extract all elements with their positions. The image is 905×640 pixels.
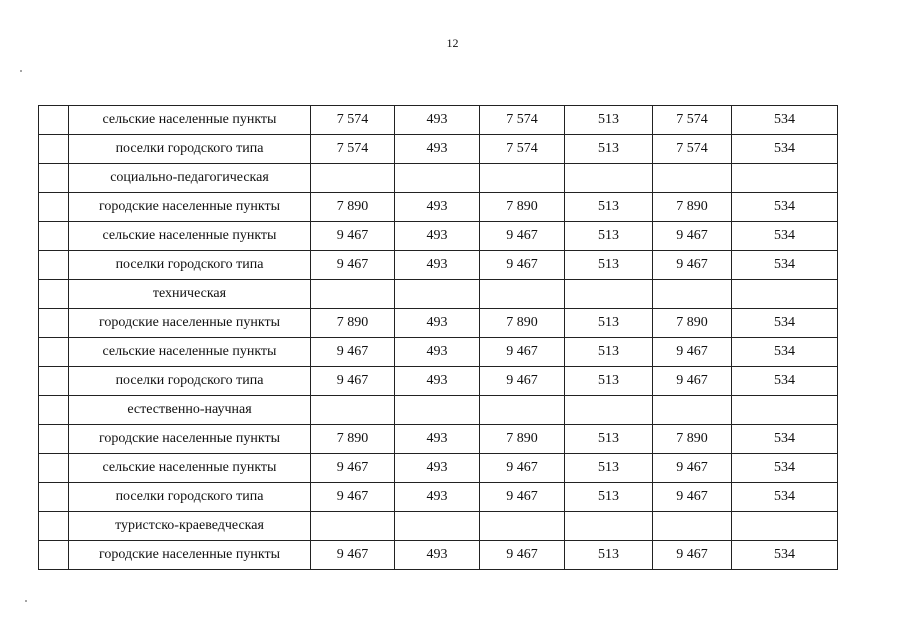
- table-row: [39, 193, 838, 222]
- table-row: [39, 135, 838, 164]
- table-body: [39, 106, 838, 570]
- value-cell: 9 467: [653, 251, 732, 280]
- value-cell: 7 890: [653, 425, 732, 454]
- value-cell: 9 467: [480, 454, 565, 483]
- row-index-cell: [39, 396, 69, 425]
- row-index-cell: [39, 106, 69, 135]
- row-label-cell: поселки городского типа: [69, 251, 311, 280]
- table-section-row: [39, 396, 838, 425]
- value-cell: 534: [732, 222, 838, 251]
- value-cell: [480, 280, 565, 309]
- value-cell: 513: [565, 251, 653, 280]
- value-cell: 513: [565, 367, 653, 396]
- table-row: [39, 222, 838, 251]
- value-cell: 7 574: [653, 135, 732, 164]
- value-cell: 513: [565, 425, 653, 454]
- value-cell: 493: [395, 483, 480, 512]
- value-cell: [653, 396, 732, 425]
- value-cell: 9 467: [480, 338, 565, 367]
- row-index-cell: [39, 222, 69, 251]
- row-label-cell: городские населенные пункты: [69, 309, 311, 338]
- value-cell: 534: [732, 193, 838, 222]
- section-label-cell: туристско-краеведческая: [69, 512, 311, 541]
- section-label-cell: техническая: [69, 280, 311, 309]
- row-label-cell: городские населенные пункты: [69, 425, 311, 454]
- row-index-cell: [39, 367, 69, 396]
- value-cell: 493: [395, 454, 480, 483]
- row-label-cell: сельские населенные пункты: [69, 106, 311, 135]
- value-cell: 9 467: [653, 541, 732, 570]
- value-cell: 534: [732, 309, 838, 338]
- value-cell: 9 467: [311, 541, 395, 570]
- value-cell: 7 574: [480, 106, 565, 135]
- value-cell: 9 467: [311, 251, 395, 280]
- table-row: [39, 454, 838, 483]
- table-section-row: [39, 164, 838, 193]
- value-cell: 7 890: [653, 193, 732, 222]
- value-cell: 7 574: [653, 106, 732, 135]
- value-cell: 513: [565, 483, 653, 512]
- value-cell: [653, 164, 732, 193]
- value-cell: 534: [732, 106, 838, 135]
- value-cell: 493: [395, 106, 480, 135]
- value-cell: 7 890: [653, 309, 732, 338]
- value-cell: [653, 512, 732, 541]
- row-index-cell: [39, 251, 69, 280]
- table-row: [39, 425, 838, 454]
- value-cell: 513: [565, 541, 653, 570]
- row-index-cell: [39, 454, 69, 483]
- value-cell: [395, 396, 480, 425]
- value-cell: 534: [732, 425, 838, 454]
- value-cell: 9 467: [653, 483, 732, 512]
- value-cell: 493: [395, 425, 480, 454]
- table-row: [39, 251, 838, 280]
- value-cell: 7 890: [480, 425, 565, 454]
- table-row: [39, 106, 838, 135]
- value-cell: 9 467: [653, 338, 732, 367]
- value-cell: 534: [732, 251, 838, 280]
- row-index-cell: [39, 193, 69, 222]
- row-label-cell: городские населенные пункты: [69, 193, 311, 222]
- row-index-cell: [39, 541, 69, 570]
- table-row: [39, 367, 838, 396]
- value-cell: 7 890: [311, 425, 395, 454]
- value-cell: [653, 280, 732, 309]
- value-cell: 493: [395, 541, 480, 570]
- value-cell: [311, 164, 395, 193]
- value-cell: 9 467: [480, 483, 565, 512]
- value-cell: 493: [395, 193, 480, 222]
- value-cell: 493: [395, 367, 480, 396]
- value-cell: 7 574: [311, 135, 395, 164]
- value-cell: 9 467: [653, 454, 732, 483]
- row-index-cell: [39, 135, 69, 164]
- row-index-cell: [39, 512, 69, 541]
- value-cell: [565, 164, 653, 193]
- value-cell: 9 467: [311, 454, 395, 483]
- value-cell: 9 467: [480, 251, 565, 280]
- table-row: [39, 309, 838, 338]
- value-cell: [565, 512, 653, 541]
- row-label-cell: сельские населенные пункты: [69, 338, 311, 367]
- value-cell: 9 467: [480, 222, 565, 251]
- row-label-cell: сельские населенные пункты: [69, 454, 311, 483]
- table-row: [39, 541, 838, 570]
- value-cell: 493: [395, 309, 480, 338]
- row-index-cell: [39, 483, 69, 512]
- row-label-cell: поселки городского типа: [69, 483, 311, 512]
- value-cell: 493: [395, 135, 480, 164]
- row-label-cell: сельские населенные пункты: [69, 222, 311, 251]
- scan-speck: [25, 600, 27, 602]
- section-label-cell: социально-педагогическая: [69, 164, 311, 193]
- value-cell: [565, 396, 653, 425]
- value-cell: [732, 396, 838, 425]
- value-cell: 513: [565, 338, 653, 367]
- value-cell: 513: [565, 454, 653, 483]
- value-cell: 513: [565, 222, 653, 251]
- value-cell: [732, 280, 838, 309]
- value-cell: 534: [732, 135, 838, 164]
- value-cell: [311, 396, 395, 425]
- tariff-table: [38, 105, 838, 570]
- value-cell: [480, 164, 565, 193]
- value-cell: 493: [395, 338, 480, 367]
- row-label-cell: городские населенные пункты: [69, 541, 311, 570]
- value-cell: 9 467: [653, 367, 732, 396]
- table-row: [39, 338, 838, 367]
- value-cell: [565, 280, 653, 309]
- value-cell: [395, 512, 480, 541]
- value-cell: 513: [565, 106, 653, 135]
- value-cell: [311, 280, 395, 309]
- value-cell: 513: [565, 309, 653, 338]
- row-index-cell: [39, 338, 69, 367]
- value-cell: 534: [732, 367, 838, 396]
- value-cell: [732, 512, 838, 541]
- value-cell: 7 890: [480, 193, 565, 222]
- row-label-cell: поселки городского типа: [69, 135, 311, 164]
- section-label-cell: естественно-научная: [69, 396, 311, 425]
- value-cell: [395, 164, 480, 193]
- value-cell: 9 467: [311, 367, 395, 396]
- value-cell: [311, 512, 395, 541]
- table-section-row: [39, 512, 838, 541]
- value-cell: [480, 396, 565, 425]
- value-cell: 7 890: [480, 309, 565, 338]
- value-cell: [395, 280, 480, 309]
- table-section-row: [39, 280, 838, 309]
- value-cell: 9 467: [480, 541, 565, 570]
- table-row: [39, 483, 838, 512]
- value-cell: 9 467: [311, 222, 395, 251]
- value-cell: 9 467: [311, 483, 395, 512]
- value-cell: 9 467: [653, 222, 732, 251]
- value-cell: [480, 512, 565, 541]
- value-cell: 493: [395, 251, 480, 280]
- scan-speck: [20, 70, 22, 72]
- row-index-cell: [39, 309, 69, 338]
- value-cell: 534: [732, 338, 838, 367]
- value-cell: 7 574: [311, 106, 395, 135]
- value-cell: 534: [732, 454, 838, 483]
- row-index-cell: [39, 280, 69, 309]
- value-cell: 7 890: [311, 193, 395, 222]
- value-cell: 513: [565, 193, 653, 222]
- value-cell: [732, 164, 838, 193]
- row-index-cell: [39, 164, 69, 193]
- value-cell: 534: [732, 483, 838, 512]
- row-index-cell: [39, 425, 69, 454]
- value-cell: 534: [732, 541, 838, 570]
- page-number: 12: [446, 36, 459, 50]
- value-cell: 7 890: [311, 309, 395, 338]
- value-cell: 513: [565, 135, 653, 164]
- value-cell: 9 467: [311, 338, 395, 367]
- value-cell: 493: [395, 222, 480, 251]
- row-label-cell: поселки городского типа: [69, 367, 311, 396]
- value-cell: 9 467: [480, 367, 565, 396]
- value-cell: 7 574: [480, 135, 565, 164]
